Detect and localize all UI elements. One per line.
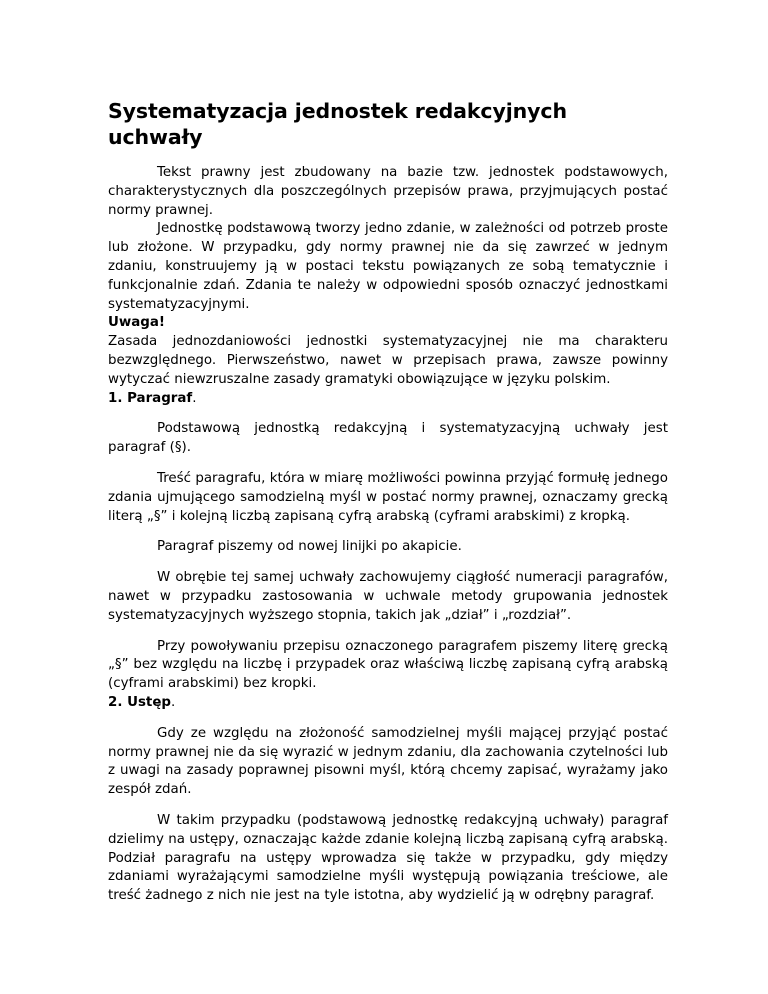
section-2-name: Ustęp <box>127 694 171 710</box>
document-title: Systematyzacja jednostek redakcyjnych uchwały <box>108 99 567 149</box>
note-text: Zasada jednozdaniowości jednostki systematyzacyjnej nie ma charakteru bezwzględnego. Pierwszeństwo, nawet w przepisach prawa, zawsze powinny wytyczać niewzruszalne zasady gramatyki obowiązujące w języku polskim. <box>108 334 668 387</box>
document-page <box>108 98 668 906</box>
note-label: Uwaga! <box>108 315 166 331</box>
section-2-paragraph-2: W takim przypadku (podstawową jednostkę redakcyjną uchwały) paragraf dzielimy na ustępy, oznaczając każde zdanie kolejną liczbą zapisaną cyfrą arabską. Podział paragrafu na ustępy wprowadza się także w przypadku, gdy między zdaniami wyrażającymi samodzielne myśli występują powiązania treściowe, ale treść żadnego z nich nie jest na tyle istotna, aby wydzielić ją w odrębny paragraf. <box>108 812 668 904</box>
section-2-paragraph-1: Gdy ze względu na złożoność samodzielnej myśli mającej przyjąć postać normy prawnej nie da się wyrazić w jednym zdaniu, dla zachowania czytelności lub z uwagi na zasady poprawnej pisowni myśl, którą chcemy zapisać, wyrażamy jako zespół zdań. <box>108 725 668 798</box>
section-2-heading <box>108 694 668 713</box>
section-2-number: 2. <box>108 694 128 710</box>
section-1-paragraph-2: Treść paragrafu, która w miarę możliwości powinna przyjąć formułę jednego zdania ujmującego samodzielną myśl w postać normy prawnej, oznaczamy grecką literą „§” i kolejną liczbą zapisaną cyfrą arabską (cyframi arabskimi) z kropką. <box>108 470 668 524</box>
section-1-paragraph-3: Paragraf piszemy od nowej linijki po akapicie. <box>157 539 462 555</box>
intro-paragraph-1: Tekst prawny jest zbudowany na bazie tzw. jednostek podstawowych, charakterystycznych dla poszczególnych przepisów prawa, przyjmujących postać normy prawnej. <box>108 165 668 218</box>
section-1-paragraph-4: W obrębie tej samej uchwały zachowujemy ciągłość numeracji paragrafów, nawet w przypadku zastosowania w uchwale metody grupowania jednostek systematyzacyjnych wyższego stopnia, takich jak „dział” i „rozdział”. <box>108 570 668 623</box>
section-2-dot: . <box>171 694 176 710</box>
section-1-heading <box>108 390 668 409</box>
intro-paragraph-2: Jednostkę podstawową tworzy jedno zdanie, w zależności od potrzeb proste lub złożone. W przypadku, gdy normy prawnej nie da się zawrzeć w jednym zdaniu, konstruujemy ją w postaci tekstu powiązanych ze sobą tematycznie i funkcjonalnie zdań. Zdania te należy w odpowiedni sposób oznaczyć jednostkami systematyzacyjnymi. <box>108 221 668 312</box>
section-1-name: Paragraf <box>127 390 193 406</box>
section-1-paragraph-5: Przy powoływaniu przepisu oznaczonego paragrafem piszemy literę grecką „§” bez względu na liczbę i przypadek oraz właściwą liczbę zapisaną cyfrą arabską (cyframi arabskimi) bez kropki. <box>108 638 668 692</box>
section-1-dot: . <box>192 390 197 406</box>
section-1-paragraph-1: Podstawową jednostką redakcyjną i systematyzacyjną uchwały jest paragraf (§). <box>108 421 668 456</box>
section-1-number: 1. <box>108 390 128 406</box>
